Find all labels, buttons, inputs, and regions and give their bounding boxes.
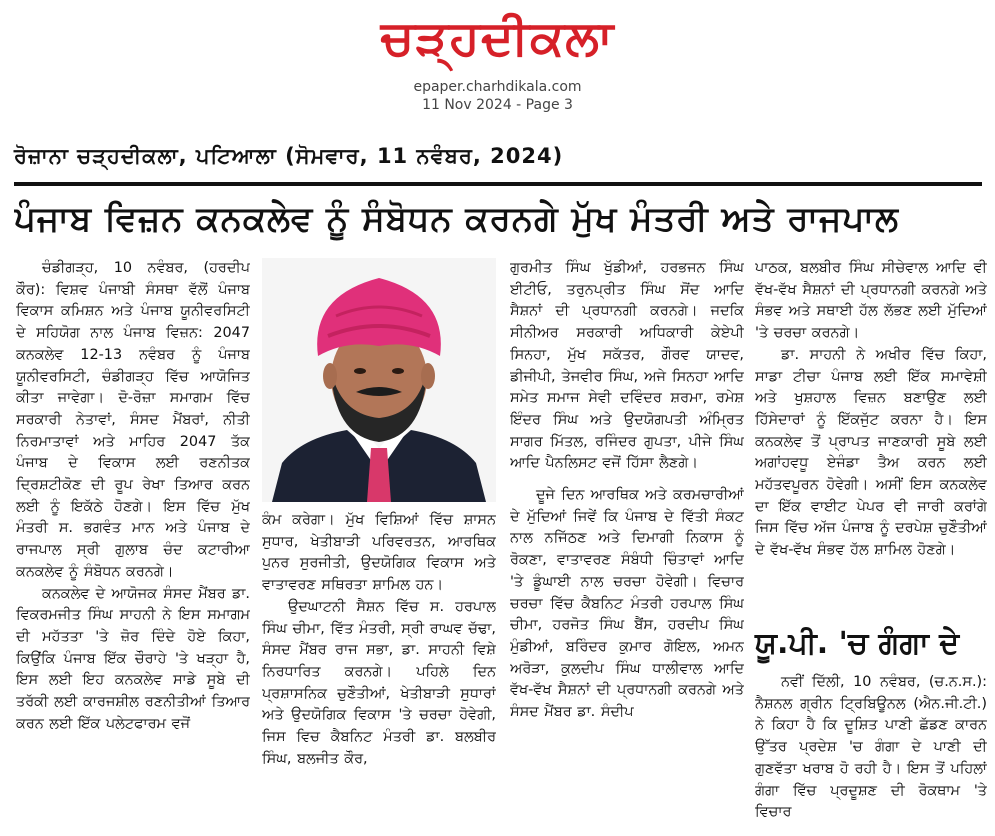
second-story-headline: ਯੂ.ਪੀ. 'ਚ ਗੰਗਾ ਦੇ (755, 626, 960, 661)
paragraph: ਡਾ. ਸਾਹਨੀ ਨੇ ਅਖੀਰ ਵਿੱਚ ਕਿਹਾ, ਸਾਡਾ ਟੀਚਾ ਪੰਜਾਬ ਲਈ ਇੱਕ ਸਮਾਵੇਸ਼ੀ ਅਤੇ ਖੁਸ਼ਹਾਲ ਵਿਜ਼ਨ ਬਣਾਉਣ ਲਈ ਹਿੱਸੇਦਾਰਾਂ ਨੂੰ ਇੱਕਜੁੱਟ ਕਰਨਾ ਹੈ। ਇਸ ਕਨਕਲੇਵ ਤੋਂ ਪ੍ਰਾਪਤ ਜਾਣਕਾਰੀ ਸੂਬੇ ਲਈ ਅਗਾਂਹਵਧੂ ਏਜੰਡਾ ਤੈਅ ਕਰਨ ਲਈ ਮਹੱਤਵਪੂਰਨ ਹੋਵੇਗੀ। ਅਸੀਂ ਇਸ ਕਨਕਲੇਵ ਦਾ ਇੱਕ ਵਾਈਟ ਪੇਪਰ ਵੀ ਜਾਰੀ ਕਰਾਂਗੇ ਜਿਸ ਵਿੱਚ ਅੱਜ ਪੰਜਾਬ ਨੂੰ ਦਰਪੇਸ਼ ਚੁਣੌਤੀਆਂ ਦੇ ਵੱਖ-ਵੱਖ ਸੰਭਵ ਹੱਲ ਸ਼ਾਮਿਲ ਹੋਣਗੇ। (755, 346, 987, 559)
dateline: ਰੋਜ਼ਾਨਾ ਚੜ੍ਹਦੀਕਲਾ, ਪਟਿਆਲਾ (ਸੋਮਵਾਰ, 11 ਨਵੰਬਰ, 2024) (14, 144, 564, 168)
ear-left (323, 363, 337, 389)
newspaper-logo: ਚੜ੍ਹਦੀਕਲਾ (380, 10, 615, 66)
article-photo (262, 258, 496, 502)
date-page: 11 Nov 2024 - Page 3 (422, 97, 573, 113)
site-url[interactable]: epaper.charhdikala.com (413, 79, 582, 95)
second-story-body (755, 672, 987, 836)
article-column-4 (755, 258, 987, 612)
article-column-2 (262, 510, 496, 836)
eye-left (354, 368, 366, 374)
paragraph: ਨਵੀਂ ਦਿੱਲੀ, 10 ਨਵੰਬਰ, (ਚ.ਨ.ਸ.): ਨੈਸ਼ਨਲ ਗ੍ਰੀਨ ਟ੍ਰਿਬਿਊਨਲ (ਐਨ.ਜੀ.ਟੀ.) ਨੇ ਕਿਹਾ ਹੈ ਕਿ ਦੂਸ਼ਿਤ ਪਾਣੀ ਛੱਡਣ ਕਾਰਨ ਉੱਤਰ ਪ੍ਰਦੇਸ਼ 'ਚ ਗੰਗਾ ਦੇ ਪਾਣੀ ਦੀ ਗੁਣਵੱਤਾ ਖਰਾਬ ਹੋ ਰਹੀ ਹੈ। ਇਸ ਤੋਂ ਪਹਿਲਾਂ ਗੰਗਾ ਵਿੱਚ ਪ੍ਰਦੂਸ਼ਣ ਦੀ ਰੋਕਥਾਮ 'ਤੇ ਵਿਚਾਰ (755, 674, 987, 821)
paragraph: ਕੰਮ ਕਰੇਗਾ। ਮੁੱਖ ਵਿਸ਼ਿਆਂ ਵਿੱਚ ਸ਼ਾਸਨ ਸੁਧਾਰ, ਖੇਤੀਬਾੜੀ ਪਰਿਵਰਤਨ, ਆਰਥਿਕ ਪੁਨਰ ਸੁਰਜੀਤੀ, ਉਦਯੋਗਿਕ ਵਿਕਾਸ ਅਤੇ ਵਾਤਾਵਰਣ ਸਥਿਰਤਾ ਸ਼ਾਮਿਲ ਹਨ। (262, 512, 496, 594)
article-column-3 (510, 258, 744, 836)
portrait-image (262, 258, 496, 502)
eye-right (392, 368, 404, 374)
paragraph: ਦੂਜੇ ਦਿਨ ਆਰਥਿਕ ਅਤੇ ਕਰਮਚਾਰੀਆਂ ਦੇ ਮੁੱਦਿਆਂ ਜਿਵੇਂ ਕਿ ਪੰਜਾਬ ਦੇ ਵਿੱਤੀ ਸੰਕਟ ਨਾਲ ਨਜਿੱਠਣ ਅਤੇ ਦਿਮਾਗੀ ਨਿਕਾਸ ਨੂੰ ਰੋਕਣਾ, ਵਾਤਾਵਰਣ ਸੰਬੰਧੀ ਚਿੰਤਾਵਾਂ ਆਦਿ 'ਤੇ ਡੂੰਘਾਈ ਨਾਲ ਚਰਚਾ ਹੋਵੇਗੀ। ਵਿਚਾਰ ਚਰਚਾ ਵਿੱਚ ਕੈਬਨਿਟ ਮੰਤਰੀ ਹਰਪਾਲ ਸਿੰਘ ਚੀਮਾ, ਹਰਜੋਤ ਸਿੰਘ ਬੈਂਸ, ਹਰਦੀਪ ਸਿੰਘ ਮੁੰਡੀਆਂ, ਬਰਿੰਦਰ ਕੁਮਾਰ ਗੋਇਲ, ਅਮਨ ਅਰੋੜਾ, ਕੁਲਦੀਪ ਸਿੰਘ ਧਾਲੀਵਾਲ ਆਦਿ ਵੱਖ-ਵੱਖ ਸੈਸ਼ਨਾਂ ਦੀ ਪ੍ਰਧਾਨਗੀ ਕਰਨਗੇ ਅਤੇ ਸੰਸਦ ਮੈਂਬਰ ਡਾ. ਸੰਦੀਪ (510, 487, 744, 721)
masthead (0, 8, 995, 68)
article-column-1 (16, 258, 250, 836)
necktie (367, 448, 391, 502)
paragraph: ਪਾਠਕ, ਬਲਬੀਰ ਸਿੰਘ ਸੀਚੇਵਾਲ ਆਦਿ ਵੀ ਵੱਖ-ਵੱਖ ਸੈਸ਼ਨਾਂ ਦੀ ਪ੍ਰਧਾਨਗੀ ਕਰਨਗੇ ਅਤੇ ਸੰਭਵ ਅਤੇ ਸਥਾਈ ਹੱਲ ਲੱਭਣ ਲਈ ਮੁੱਦਿਆਂ 'ਤੇ ਚਰਚਾ ਕਰਨਗੇ। (755, 260, 987, 342)
paragraph: ਗੁਰਮੀਤ ਸਿੰਘ ਖੁੱਡੀਆਂ, ਹਰਭਜਨ ਸਿੰਘ ਈਟੀਓ, ਤਰੁਨਪ੍ਰੀਤ ਸਿੰਘ ਸੋਂਦ ਆਦਿ ਸੈਸ਼ਨਾਂ ਦੀ ਪ੍ਰਧਾਨਗੀ ਕਰਨਗੇ। ਜਦਕਿ ਸੀਨੀਅਰ ਸਰਕਾਰੀ ਅਧਿਕਾਰੀ ਕੇਏਪੀ ਸਿਨਹਾ, ਮੁੱਖ ਸਕੱਤਰ, ਗੌਰਵ ਯਾਦਵ, ਡੀਜੀਪੀ, ਤੇਜਵੀਰ ਸਿੰਘ, ਅਜੇ ਸਿਨਹਾ ਆਦਿ ਸਮੇਤ ਸਮਾਜ ਸੇਵੀ ਦਵਿੰਦਰ ਸ਼ਰਮਾ, ਰਮੇਸ਼ ਇੰਦਰ ਸਿੰਘ ਅਤੇ ਉਦਯੋਗਪਤੀ ਅੰਮ੍ਰਿਤ ਸਾਗਰ ਮਿੱਤਲ, ਰਜਿੰਦਰ ਗੁਪਤਾ, ਪੀਜੇ ਸਿੰਘ ਆਦਿ ਪੈਨਲਿਸਟ ਵਜੋਂ ਹਿੱਸਾ ਲੈਣਗੇ। (510, 260, 744, 472)
paragraph: ਕਨਕਲੇਵ ਦੇ ਆਯੋਜਕ ਸੰਸਦ ਮੈਂਬਰ ਡਾ. ਵਿਕਰਮਜੀਤ ਸਿੰਘ ਸਾਹਨੀ ਨੇ ਇਸ ਸਮਾਗਮ ਦੀ ਮਹੱਤਤਾ 'ਤੇ ਜ਼ੋਰ ਦਿੰਦੇ ਹੋਏ ਕਿਹਾ, ਕਿਉਂਕਿ ਪੰਜਾਬ ਇੱਕ ਚੌਰਾਹੇ 'ਤੇ ਖੜ੍ਹਾ ਹੈ, ਇਸ ਲਈ ਇਹ ਕਨਕਲੇਵ ਸਾਡੇ ਸੂਬੇ ਦੀ ਤਰੱਕੀ ਲਈ ਕਾਰਜਸ਼ੀਲ ਰਣਨੀਤੀਆਂ ਤਿਆਰ ਕਰਨ ਲਈ ਇੱਕ ਪਲੇਟਫਾਰਮ ਵਜੋਂ (16, 585, 250, 732)
paragraph: ਉਦਘਾਟਨੀ ਸੈਸ਼ਨ ਵਿੱਚ ਸ. ਹਰਪਾਲ ਸਿੰਘ ਚੀਮਾ, ਵਿੱਤ ਮੰਤਰੀ, ਸ੍ਰੀ ਰਾਘਵ ਚੱਢਾ, ਸੰਸਦ ਮੈਂਬਰ ਰਾਜ ਸਭਾ, ਡਾ. ਸਾਹਨੀ ਵਿਸ਼ੇ ਨਿਰਧਾਰਿਤ ਕਰਨਗੇ। ਪਹਿਲੇ ਦਿਨ ਪ੍ਰਸ਼ਾਸਨਿਕ ਚੁਣੌਤੀਆਂ, ਖੇਤੀਬਾੜੀ ਸੁਧਾਰਾਂ ਅਤੇ ਉਦਯੋਗਿਕ ਵਿਕਾਸ 'ਤੇ ਚਰਚਾ ਹੋਵੇਗੀ, ਜਿਸ ਵਿਚ ਕੈਬਨਿਟ ਮੰਤਰੀ ਡਾ. ਬਲਬੀਰ ਸਿੰਘ, ਬਲਜੀਤ ਕੌਰ, (262, 598, 496, 767)
site-info (0, 78, 995, 114)
paragraph: ਚੰਡੀਗੜ੍ਹ, 10 ਨਵੰਬਰ, (ਹਰਦੀਪ ਕੌਰ): ਵਿਸ਼ਵ ਪੰਜਾਬੀ ਸੰਸਥਾ ਵੱਲੋਂ ਪੰਜਾਬ ਵਿਕਾਸ ਕਮਿਸ਼ਨ ਅਤੇ ਪੰਜਾਬ ਯੂਨੀਵਰਸਿਟੀ ਦੇ ਸਹਿਯੋਗ ਨਾਲ ਪੰਜਾਬ ਵਿਜ਼ਨ: 2047 ਕਨਕਲੇਵ 12-13 ਨਵੰਬਰ ਨੂੰ ਪੰਜਾਬ ਯੂਨੀਵਰਸਿਟੀ, ਚੰਡੀਗੜ੍ਹ ਵਿੱਚ ਆਯੋਜਿਤ ਕੀਤਾ ਜਾਵੇਗਾ। ਦੋ-ਰੋਜ਼ਾ ਸਮਾਗਮ ਵਿੱਚ ਸਰਕਾਰੀ ਨੇਤਾਵਾਂ, ਸੰਸਦ ਮੈਂਬਰਾਂ, ਨੀਤੀ ਨਿਰਮਾਤਾਵਾਂ ਅਤੇ ਮਾਹਿਰ 2047 ਤੱਕ ਪੰਜਾਬ ਦੇ ਵਿਕਾਸ ਲਈ ਰਣਨੀਤਕ ਦ੍ਰਿਸ਼ਟੀਕੋਣ ਦੀ ਰੂਪ ਰੇਖਾ ਤਿਆਰ ਕਰਨ ਲਈ ਨੂੰ ਇਕੱਠੇ ਹੋਣਗੇ। ਇਸ ਵਿੱਚ ਮੁੱਖ ਮੰਤਰੀ ਸ. ਭਗਵੰਤ ਮਾਨ ਅਤੇ ਪੰਜਾਬ ਦੇ ਰਾਜਪਾਲ ਸ੍ਰੀ ਗੁਲਾਬ ਚੰਦ ਕਟਾਰੀਆ ਕਨਕਲੇਵ ਨੂੰ ਸੰਬੋਧਨ ਕਰਨਗੇ। (16, 260, 250, 580)
header-rule (14, 182, 982, 186)
ear-right (421, 363, 435, 389)
article-headline: ਪੰਜਾਬ ਵਿਜ਼ਨ ਕਨਕਲੇਵ ਨੂੰ ਸੰਬੋਧਨ ਕਰਨਗੇ ਮੁੱਖ ਮੰਤਰੀ ਅਤੇ ਰਾਜਪਾਲ (14, 199, 899, 239)
